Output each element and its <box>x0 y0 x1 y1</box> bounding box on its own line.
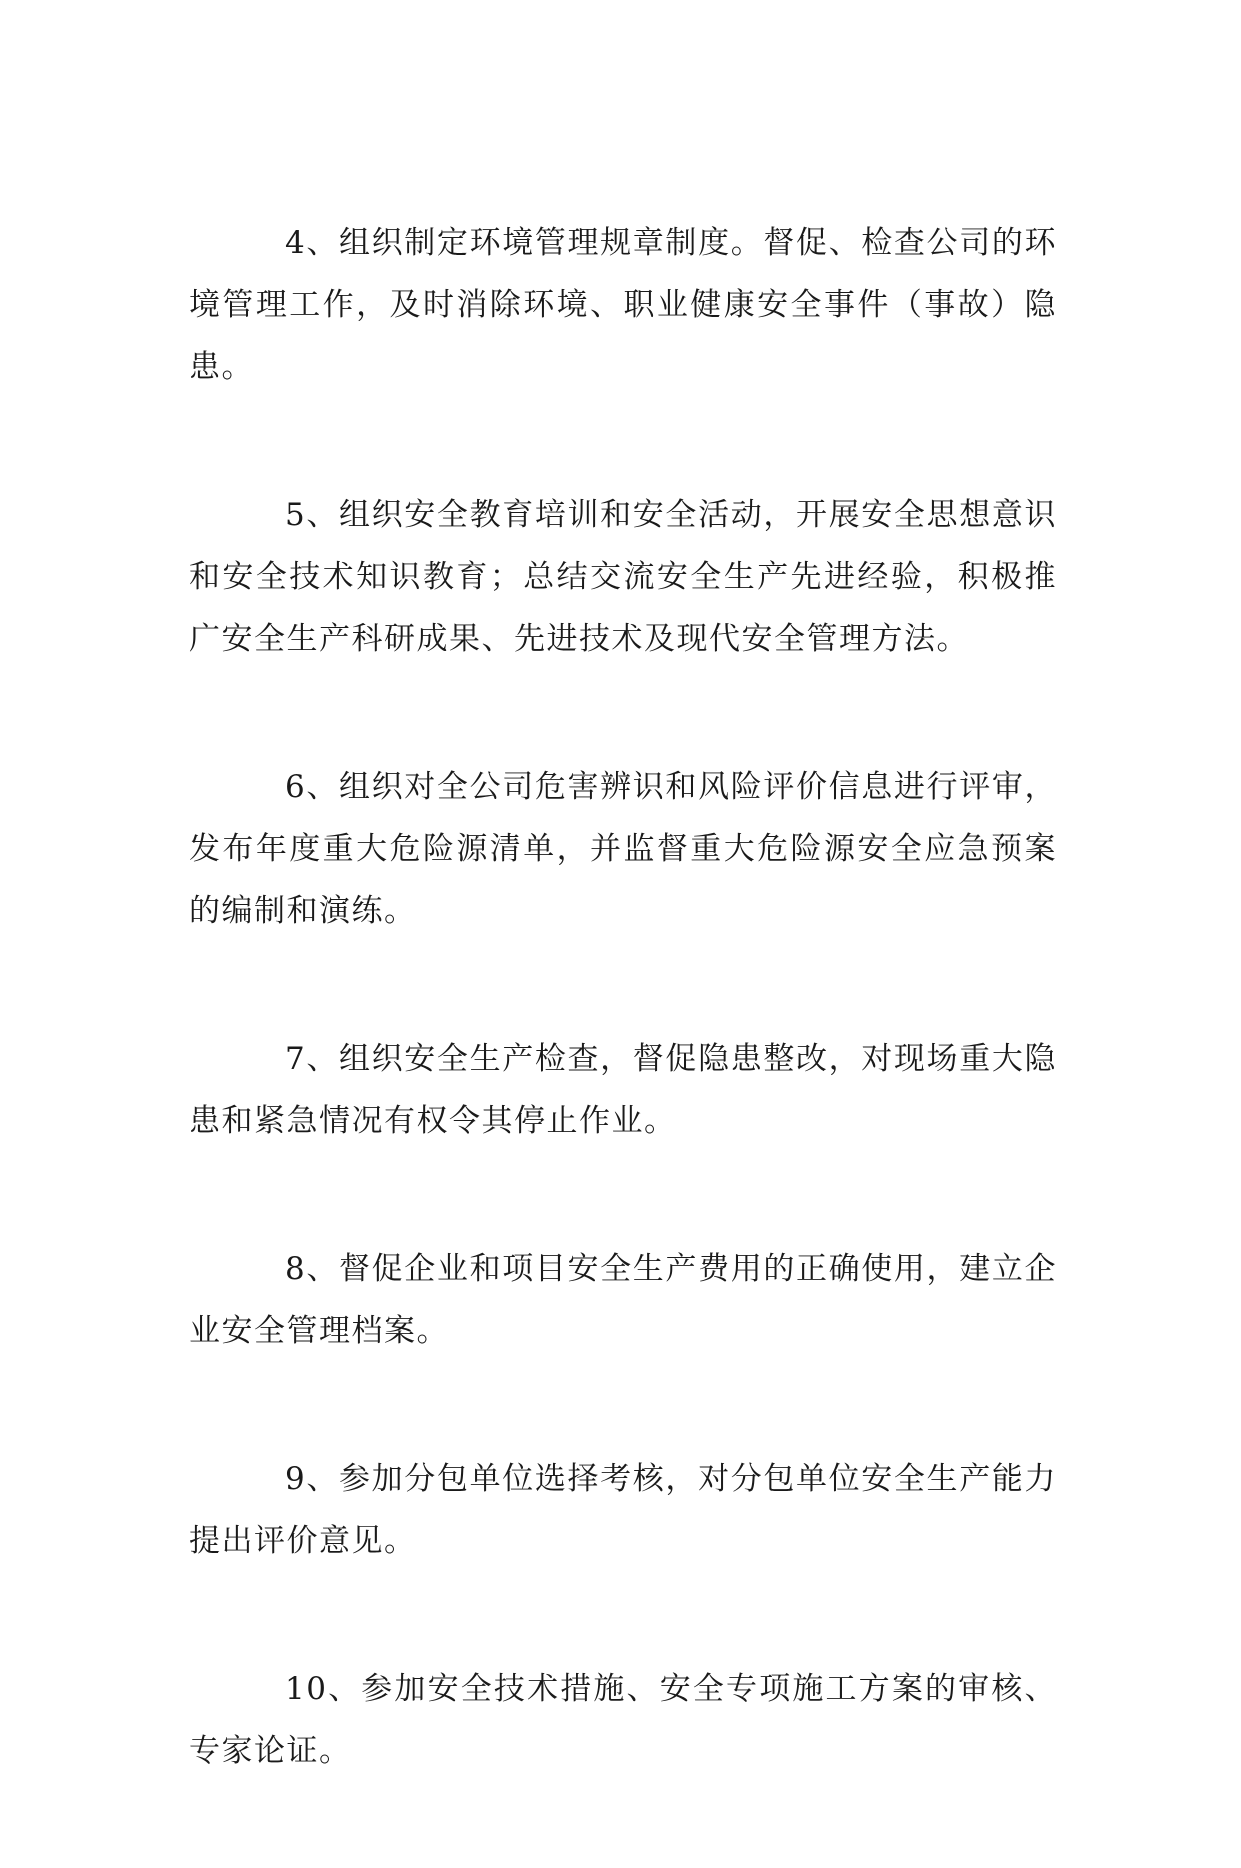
document-body <box>189 212 1057 1868</box>
paragraph-item-9: 9、参加分包单位选择考核，对分包单位安全生产能力提出评价意见。 <box>189 1461 1057 1559</box>
paragraph-item-10: 10、参加安全技术措施、安全专项施工方案的审核、专家论证。 <box>189 1671 1057 1769</box>
paragraph-item-4: 4、组织制定环境管理规章制度。督促、检查公司的环境管理工作，及时消除环境、职业健康安全事件（事故）隐患。 <box>189 225 1057 385</box>
paragraph-item-6: 6、组织对全公司危害辨识和风险评价信息进行评审，发布年度重大危险源清单，并监督重大危险源安全应急预案的编制和演练。 <box>189 769 1057 929</box>
paragraph-item-5: 5、组织安全教育培训和安全活动，开展安全思想意识和安全技术知识教育；总结交流安全生产先进经验，积极推广安全生产科研成果、先进技术及现代安全管理方法。 <box>189 497 1057 657</box>
paragraph-item-8: 8、督促企业和项目安全生产费用的正确使用，建立企业安全管理档案。 <box>189 1251 1057 1349</box>
paragraph-item-7: 7、组织安全生产检查，督促隐患整改，对现场重大隐患和紧急情况有权令其停止作业。 <box>189 1041 1057 1139</box>
